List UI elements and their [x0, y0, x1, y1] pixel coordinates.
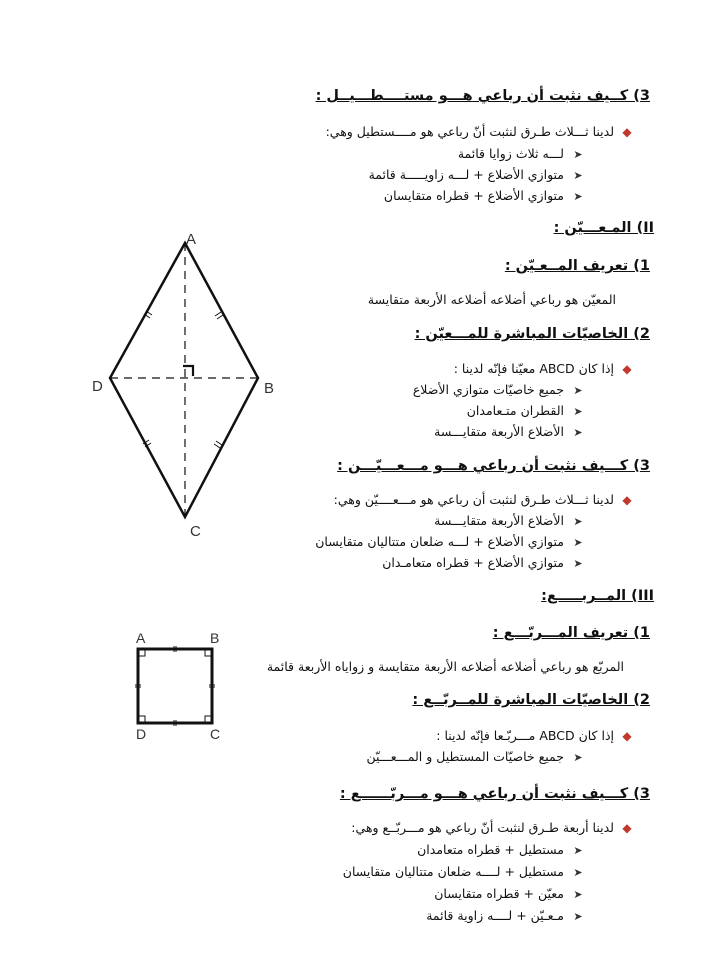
rhombus-how-intro: ◆لدينا ثـــلاث طـرق لنثبت أن رباعي هو مـــعــــيّن وهي: [334, 492, 634, 507]
list-item: ➤الأضلاع الأربعة متقايـــسة [434, 424, 583, 439]
list-item: ➤القطران متـعامدان [466, 403, 583, 418]
arrow-icon: ➤ [573, 148, 583, 161]
arrow-icon: ➤ [573, 426, 583, 439]
arrow-icon: ➤ [573, 844, 583, 857]
list-item: ➤جميع خاصيّات المستطيل و المـــعـــيّن [366, 749, 583, 764]
vertex-c-label: C [210, 726, 221, 742]
list-item: ➤متوازي الأضلاع + لـــه زاويـــــة قائمة [368, 167, 583, 182]
arrow-icon: ➤ [573, 888, 583, 901]
rect-how-heading: 3) كــيف نثبت أن رباعي هـــو مستــــطـــيــل : [315, 88, 650, 104]
vertex-a-label: A [136, 630, 146, 646]
rhombus-props-heading: 2) الخاصيّات المباشرة للمـــعيّن : [414, 326, 650, 342]
arrow-icon: ➤ [573, 910, 583, 923]
section-3-heading: III) المــربـــــع: [541, 588, 654, 604]
square-props-heading: 2) الخاصيّات المباشرة للمــربّــع : [412, 692, 650, 708]
vertex-a-label: A [186, 231, 197, 248]
list-item: ➤الأضلاع الأربعة متقايـــسة [434, 513, 583, 528]
rhombus-figure [80, 225, 300, 545]
arrow-icon: ➤ [573, 515, 583, 528]
bullet-icon: ◆ [622, 362, 632, 376]
square-def-heading: 1) تعريف المـــربّـــع : [492, 625, 650, 641]
bullet-icon: ◆ [622, 493, 632, 507]
arrow-icon: ➤ [573, 866, 583, 879]
rhombus-props-intro: ◆إذا كان ABCD معيّنا فإنّه لدينا : [454, 361, 634, 376]
list-item: ➤مستطيل + قطراه متعامدان [417, 842, 583, 857]
list-item: ➤جميع خاصيّات متوازي الأضلاع [412, 382, 583, 397]
vertex-b-label: B [264, 380, 275, 397]
bullet-icon: ◆ [622, 821, 632, 835]
arrow-icon: ➤ [573, 751, 583, 764]
rhombus-how-heading: 3) كـــيف نثبت أن رباعي هـــو مـــعـــيّـــن : [337, 458, 650, 474]
list-item: ➤متوازي الأضلاع + قطراه متعامـدان [382, 555, 583, 570]
arrow-icon: ➤ [573, 557, 583, 570]
list-item: ➤متوازي الأضلاع + قطراه متقايسان [383, 188, 583, 203]
square-how-heading: 3) كـــيف نثبت أن رباعي هـــو مـــربّــــــع : [339, 786, 650, 802]
bullet-icon: ◆ [622, 729, 632, 743]
square-props-intro: ◆إذا كان ABCD مـــربّـعا فإنّه لدينا : [436, 728, 634, 743]
square-how-intro: ◆لدينا أربعة طـرق لنثبت أنّ رباعي هو مـــربّــع وهي: [351, 820, 634, 835]
arrow-icon: ➤ [573, 190, 583, 203]
list-item: ➤معيّن + قطراه متقايسان [434, 886, 583, 901]
vertex-d-label: D [92, 378, 103, 395]
arrow-icon: ➤ [573, 384, 583, 397]
vertex-d-label: D [136, 726, 147, 742]
vertex-c-label: C [190, 523, 201, 540]
list-item: ➤مستطيل + لــــه ضلعان متتاليان متقايسان [342, 864, 583, 879]
bullet-icon: ◆ [622, 125, 632, 139]
square-def-text: المربّع هو رباعي أضلاعه أضلاعه الأربعة متقايسة و زواياه الأربعة قائمة [266, 659, 624, 674]
list-item: ➤مـعـيّن + لــــه زاوية قائمة [426, 908, 583, 923]
arrow-icon: ➤ [573, 169, 583, 182]
section-2-heading: II) المـعـــيّن : [553, 220, 654, 236]
arrow-icon: ➤ [573, 405, 583, 418]
arrow-icon: ➤ [573, 536, 583, 549]
rect-how-intro: ◆لدينا ثـــلاث طـرق لنثبت أنّ رباعي هو مــــستطيل وهي: [326, 124, 634, 139]
list-item: ➤متوازي الأضلاع + لـــه ضلعان متتاليان متقايسان [315, 534, 583, 549]
vertex-b-label: B [210, 630, 220, 646]
rhombus-def-text: المعيّن هو رباعي أضلاعه أضلاعه الأربعة متقايسة [367, 292, 616, 307]
list-item: ➤لـــه ثلاث زوايا قائمة [457, 146, 583, 161]
rhombus-def-heading: 1) تعريف المــعـيّن : [504, 258, 650, 274]
square-figure [130, 625, 230, 745]
